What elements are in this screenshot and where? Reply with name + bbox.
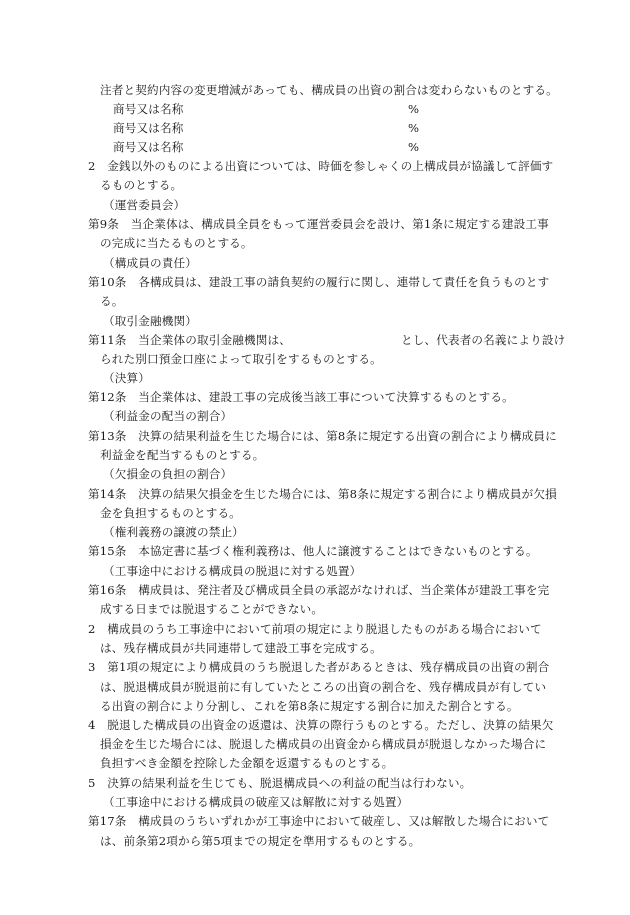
text-line: 金を負担するものとする。 (100, 506, 241, 520)
text-line: は、前条第2項から第5項までの規定を準用するものとする。 (100, 834, 421, 848)
text-line: るものとする。 (100, 178, 183, 192)
percent-sign: % (408, 102, 420, 116)
section-heading: （工事途中における構成員の脱退に対する処置） (103, 564, 362, 578)
article-line: 第13条 決算の結果利益を生じた場合には、第8条に規定する出資の割合により構成員に (88, 429, 557, 443)
text-line: は、残存構成員が共同連帯して建設工事を完成する。 (100, 641, 382, 655)
section-heading: （欠損金の負担の割合） (103, 467, 233, 481)
member-name-line: 商号又は名称 (113, 102, 184, 116)
text-line: 4 脱退した構成員の出資金の返還は、決算の際行うものとする。ただし、決算の結果欠 (88, 718, 554, 732)
article-line: 第10条 各構成員は、建設工事の請負契約の履行に関し、連帯して責任を負うものとす (88, 275, 550, 289)
text-line: の完成に当たるものとする。 (100, 236, 253, 250)
percent-sign: % (408, 121, 420, 135)
percent-sign: % (408, 140, 420, 154)
text-line: る出資の割合により分割し、これを第8条に規定する割合に加えた割合とする。 (100, 699, 519, 713)
article-line: 第12条 当企業体は、建設工事の完成後当該工事について決算するものとする。 (88, 390, 514, 404)
text-line: 2 金銭以外のものによる出資については、時価を参しゃくの上構成員が協議して評価す (88, 159, 554, 173)
article-line: 第15条 本協定書に基づく権利義務は、他人に譲渡することはできないものとする。 (88, 544, 538, 558)
text-line: 3 第1項の規定により構成員のうち脱退した者があるときは、残存構成員の出資の割合 (88, 660, 550, 674)
article-line (88, 331, 565, 350)
text-line: 負担すべき金額を控除した金額を返還するものとする。 (100, 756, 394, 770)
article-text: 第11条 当企業体の取引金融機関は、 (88, 333, 291, 347)
text-line: 2 構成員のうち工事途中において前項の規定により脱退したものがある場合において (88, 622, 542, 636)
article-line: 第14条 決算の結果欠損金を生じた場合には、第8条に規定する割合により構成員が欠損 (88, 487, 557, 501)
text-line: られた別口預金口座によって取引をするものとする。 (100, 352, 382, 366)
text-line: 利益金を配当するものとする。 (100, 448, 265, 462)
member-name-line: 商号又は名称 (113, 121, 184, 135)
text-line: 5 決算の結果利益を生じても、脱退構成員への利益の配当は行わない。 (88, 776, 472, 790)
section-heading: （工事途中における構成員の破産又は解散に対する処置） (103, 795, 409, 809)
article-line: 第9条 当企業体は、構成員全員をもって運営委員会を設け、第1条に規定する建設工事 (88, 217, 549, 231)
text-line: 成する日までは脱退することができない。 (100, 602, 324, 616)
article-line: 第16条 構成員は、発注者及び構成員全員の承認がなければ、当企業体が建設工事を完 (88, 583, 550, 597)
section-heading: （決算） (103, 371, 150, 385)
section-heading: （利益金の配当の割合） (103, 409, 233, 423)
section-heading: （権利義務の譲渡の禁止） (103, 525, 244, 539)
article-line: 第17条 構成員のうちいずれかが工事途中において破産し、又は解散した場合において (88, 814, 550, 828)
text-line: は、脱退構成員が脱退前に有していたところの出資の割合を、残存構成員が有してい (100, 680, 547, 694)
member-name-line: 商号又は名称 (113, 140, 184, 154)
text-line: 注者と契約内容の変更増減があっても、構成員の出資の割合は変わらないものとする。 (100, 83, 558, 97)
section-heading: （運営委員会） (103, 198, 186, 212)
article-text: とし、代表者の名義により設け (400, 333, 566, 347)
section-heading: （取引金融機関） (103, 314, 197, 328)
text-line: る。 (100, 294, 124, 308)
text-line: 損金を生じた場合には、脱退した構成員の出資金から構成員が脱退しなかった場合に (100, 737, 547, 751)
section-heading: （構成員の責任） (103, 256, 197, 270)
